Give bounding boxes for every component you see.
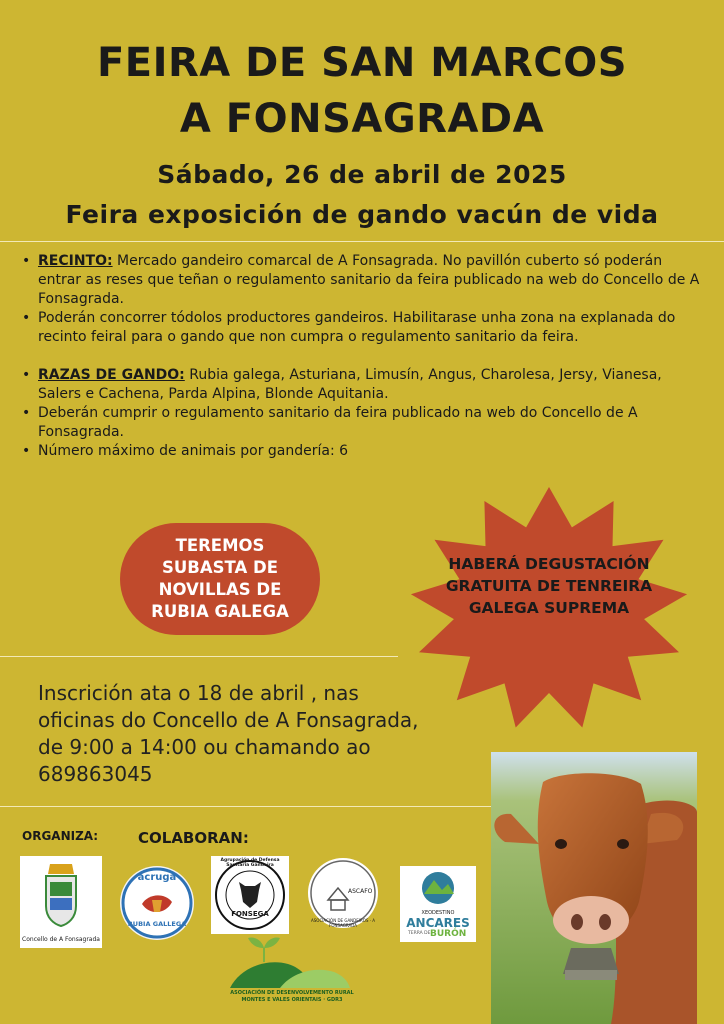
recinto-text: Mercado gandeiro comarcal de A Fonsagrada. No pavillón cuberto só poderán entrar as reses que teñan o regulamento sanitario da feira publicado na web do Concello de A Fonsagrada. (38, 253, 700, 307)
razas-label: RAZAS DE GANDO: (38, 367, 185, 383)
list-item (20, 309, 708, 347)
xeodestino-text: XEODESTINO (421, 910, 455, 916)
productores-text: Poderán concorrer tódolos productores gandeiros. Habilitarase unha zona na explanada do recinto feiral para o gando que non cumpra o regulamento sanitario da feira. (38, 310, 676, 345)
asociacion-ring-text: ASOCIACIÓN DE GANDEIROS · A FONSAGRADA (311, 918, 375, 928)
gdr-sprout-icon (230, 930, 350, 988)
inscricion-text: Inscrición ata o 18 de abril , nas oficinas do Concello de A Fonsagrada, de 9:00 a 14:00 ou chamando ao 689863045 (38, 681, 419, 786)
ascafo-text: ASCAFO (348, 888, 373, 895)
ancares-text: ANCARES (406, 916, 470, 930)
title-line-2: A FONSAGRADA (179, 96, 545, 142)
ancares-logo (400, 866, 476, 942)
organiza-label: ORGANIZA: (22, 829, 99, 843)
info-section (20, 252, 708, 461)
event-date: Sábado, 26 de abril de 2025 (157, 160, 567, 189)
terra-de-text: TERRA DE (408, 931, 431, 936)
razas-text: Rubia galega, Asturiana, Limusín, Angus, Charolesa, Jersy, Vianesa, Salers e Cachena, Parda Alpina, Blonde Aquitania. (38, 367, 662, 402)
subasta-badge (120, 523, 320, 635)
acruga-top-text: acruga (137, 872, 177, 883)
list-item (20, 252, 708, 309)
list-item (20, 366, 708, 404)
acruga-bottom-text: RUBIA GALLEGA (127, 920, 187, 928)
fonsega-text: FONSEGA (231, 910, 269, 918)
recinto-label: RECINTO: (38, 253, 113, 269)
gdr-line-2: MONTES E VALES ORIENTAIS · GDR3 (241, 997, 343, 1003)
concello-caption: Concello de A Fonsagrada (22, 936, 100, 943)
event-subtitle: Feira exposición de gando vacún de vida (65, 200, 659, 229)
concello-logo (20, 856, 102, 948)
subasta-text: TEREMOS SUBASTA DE NOVILLAS DE RUBIA GALEGA (151, 536, 289, 621)
buron-text: BURÓN (430, 929, 467, 939)
concello-shield-icon (20, 856, 102, 934)
list-item (20, 442, 708, 461)
fonsega-logo (211, 856, 289, 934)
list-item (20, 404, 708, 442)
acruga-logo (120, 866, 194, 940)
divider-middle (0, 656, 398, 657)
info-list (20, 252, 708, 461)
gdr-line-1: ASOCIACIÓN DE DESENVOLVEMENTO RURAL (230, 990, 354, 996)
ancares-logo-icon (400, 866, 476, 910)
asociacion-logo (308, 858, 378, 928)
colaboran-label: COLABORAN: (138, 829, 249, 847)
divider-bottom (0, 806, 491, 807)
fonsega-ring-text: Agrupación de Defensa Sanitaria Gandeira (220, 858, 280, 868)
regulamento-text: Deberán cumprir o regulamento sanitario da feira publicado na web do Concello de A Fonsagrada. (38, 405, 638, 440)
degustacion-text: HABERÁ DEGUSTACIÓN GRATUITA DE TENREIRA GALEGA SUPREMA (445, 555, 653, 617)
divider-top (0, 241, 724, 242)
maximo-text: Número máximo de animais por gandería: 6 (38, 443, 349, 459)
title-line-1: FEIRA DE SAN MARCOS (96, 40, 628, 86)
cow-photo (491, 752, 697, 1024)
